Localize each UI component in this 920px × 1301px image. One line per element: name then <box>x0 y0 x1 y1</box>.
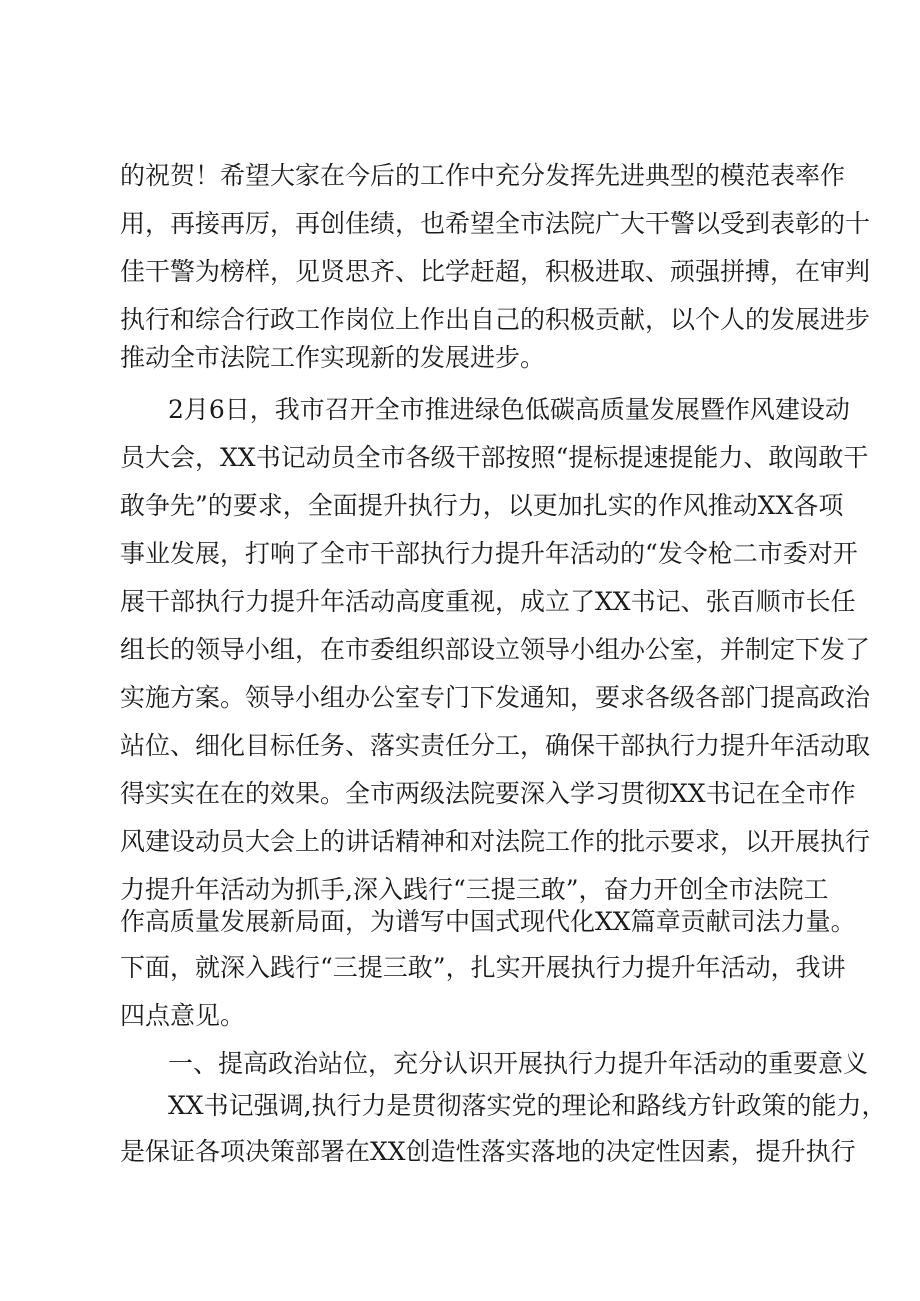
text-line: XX书记强调,执行力是贯彻落实党的理论和路线方针政策的能力， <box>168 1091 887 1120</box>
text-line: 下面，就深入践行“三提三敢”，扎实开展执行力提升年活动，我讲 <box>120 953 846 982</box>
text-line: 作高质量发展新局面，为谱写中国式现代化XX篇章贡献司法力量。 <box>120 907 856 936</box>
text-line: 推动全市法院工作实现新的发展进步。 <box>120 343 546 372</box>
text-line: 执行和综合行政工作岗位上作出自己的积极贡献，以个人的发展进步 <box>120 305 871 334</box>
text-line: 是保证各项决策部署在XX创造性落实落地的决定性因素，提升执行 <box>120 1137 856 1166</box>
text-line: 四点意见。 <box>120 1001 246 1030</box>
section-heading: 一、提高政治站位，充分认识开展执行力提升年活动的重要意义 <box>168 1049 869 1078</box>
text-line: 组长的领导小组，在市委组织部设立领导小组办公室，并制定下发了 <box>120 635 871 664</box>
text-line: 用，再接再厉，再创佳绩，也希望全市法院广大干警以受到表彰的十 <box>120 209 871 238</box>
text-line: 站位、细化目标任务、落实责任分工，确保干部执行力提升年活动取 <box>120 731 871 760</box>
text-line: 风建设动员大会上的讲话精神和对法院工作的批示要求，以开展执行 <box>120 827 871 856</box>
text-line: 2月6日，我市召开全市推进绿色低碳高质量发展暨作风建设动 <box>168 395 850 424</box>
text-line: 力提升年活动为抓手,深入践行“三提三敢”，奋力开创全市法院工 <box>120 875 829 904</box>
text-line: 佳干警为榜样，见贤思齐、比学赶超，积极进取、顽强拼搏，在审判 <box>120 257 871 286</box>
text-line: 实施方案。领导小组办公室专门下发通知，要求各级各部门提高政治 <box>120 683 871 712</box>
text-line: 得实实在在的效果。全市两级法院要深入学习贯彻XX书记在全市作 <box>120 779 856 808</box>
text-line: 展干部执行力提升年活动高度重视，成立了XX书记、张百顺市长任 <box>120 587 856 616</box>
text-line: 事业发展，打响了全市干部执行力提升年活动的“发令枪二市委对开 <box>120 539 858 568</box>
text-line: 员大会，XX书记动员全市各级干部按照“提标提速提能力、敢闯敢干 <box>120 443 869 472</box>
text-line: 的祝贺！希望大家在今后的工作中充分发挥先进典型的模范表率作 <box>120 161 846 190</box>
text-line: 敢争先”的要求，全面提升执行力，以更加扎实的作风推动XX各项 <box>120 491 844 520</box>
